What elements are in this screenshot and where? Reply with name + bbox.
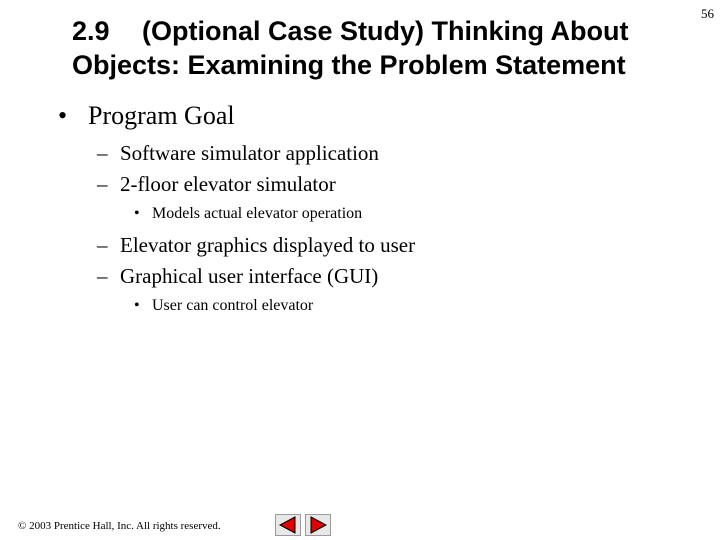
bullet-dot-icon: • (134, 205, 140, 222)
dash-icon: – (97, 172, 108, 196)
dash-icon: – (97, 141, 108, 165)
previous-slide-button[interactable] (275, 514, 301, 536)
page-number: 56 (701, 6, 714, 21)
bullet-program-goal (58, 101, 235, 131)
bullet-text: Program Goal (88, 101, 235, 130)
dash-icon: – (97, 233, 108, 257)
sub-bullet-two-floor (97, 172, 336, 197)
detail-text: User can control elevator (152, 297, 314, 314)
sub-bullet-text: Elevator graphics displayed to user (120, 233, 416, 257)
detail-models-operation (134, 205, 362, 223)
sub-bullet-software-simulator (97, 141, 379, 166)
slide-title (72, 14, 672, 82)
sub-bullet-text: Graphical user interface (GUI) (120, 264, 379, 288)
detail-text: Models actual elevator operation (152, 205, 363, 222)
title-number: 2.9 (72, 16, 110, 46)
sub-bullet-text: Software simulator application (120, 141, 379, 165)
sub-bullet-text: 2-floor elevator simulator (120, 172, 336, 196)
bullet-dot-icon: • (134, 297, 140, 314)
sub-bullet-gui (97, 264, 378, 289)
slide-navigation (275, 514, 331, 536)
title-text-1: (Optional Case Study) Thinking About (142, 16, 629, 46)
title-line-2: Objects: Examining the Problem Statement (72, 50, 626, 80)
detail-user-control (134, 297, 313, 315)
bullet-dot-icon: • (58, 101, 68, 130)
dash-icon: – (97, 264, 108, 288)
sub-bullet-elevator-graphics (97, 233, 415, 258)
copyright-notice: © 2003 Prentice Hall, Inc. All rights reserved. (18, 520, 221, 532)
next-slide-button[interactable] (305, 514, 331, 536)
title-line-1 (72, 14, 672, 48)
